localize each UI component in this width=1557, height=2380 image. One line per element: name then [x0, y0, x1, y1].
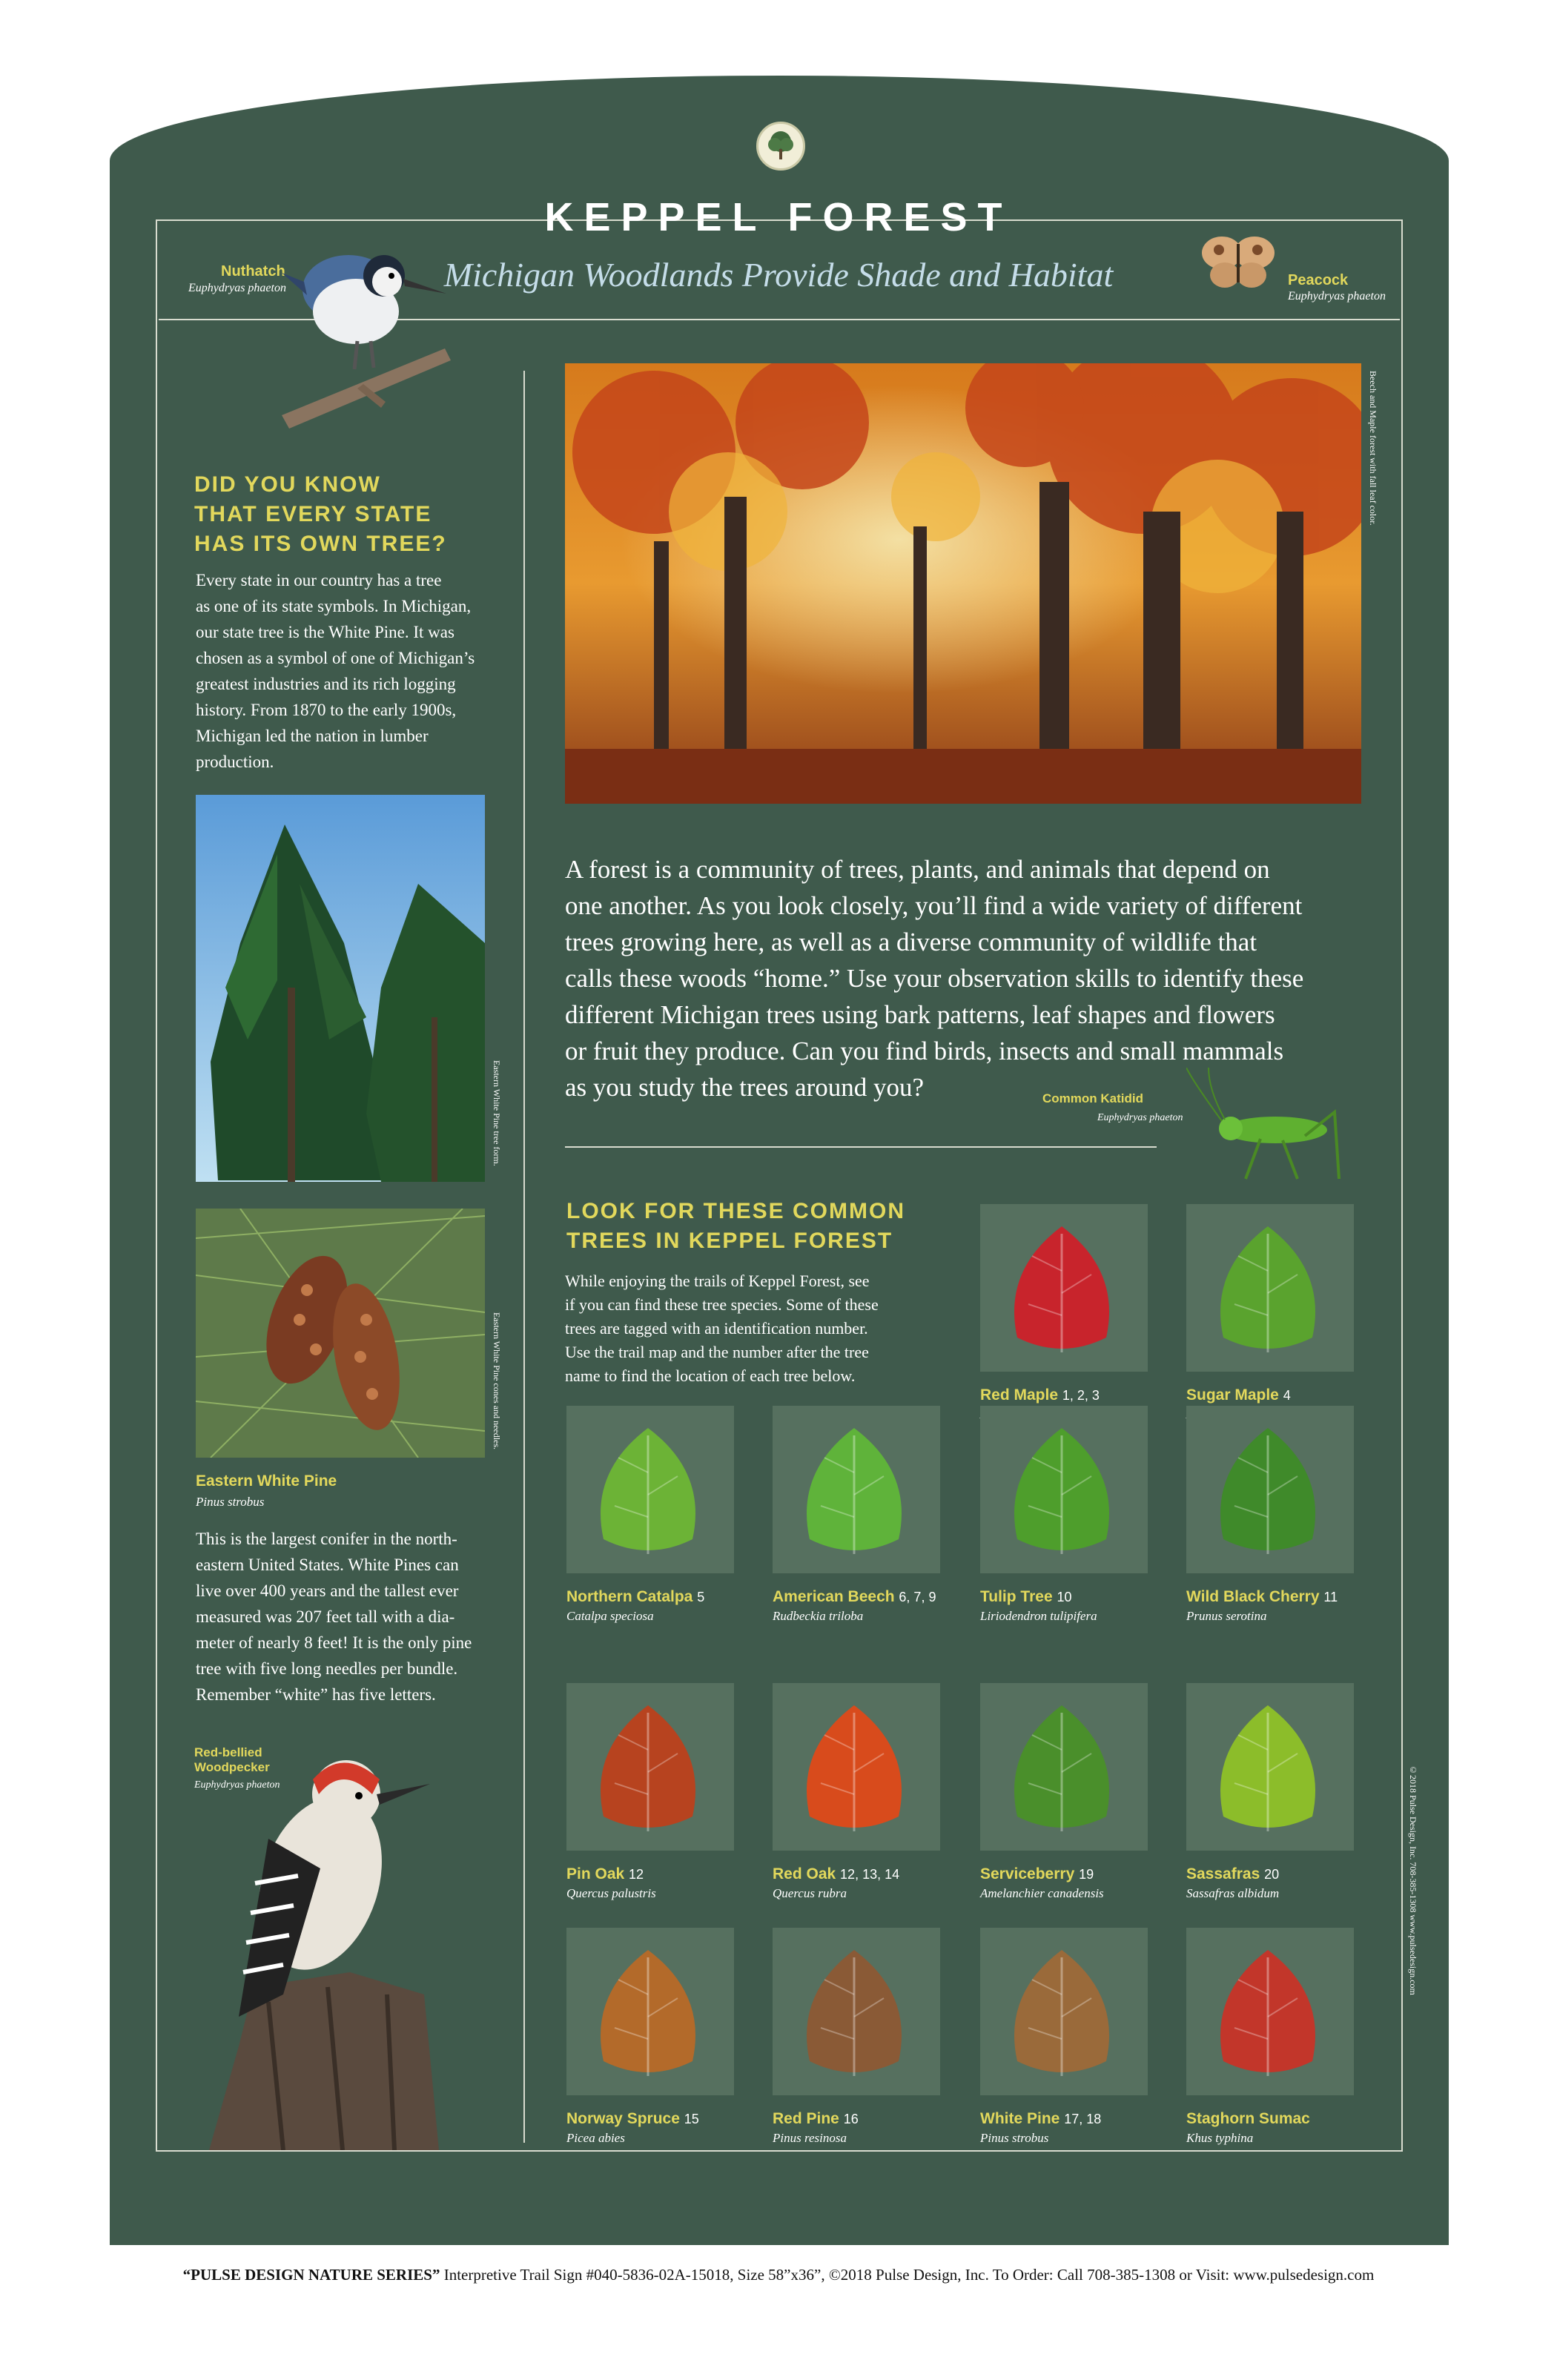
tree-number: 12, 13, 14 [840, 1867, 900, 1882]
tree-tile [980, 1406, 1148, 1573]
tree-name: Red Maple 1, 2, 3 [980, 1386, 1100, 1404]
leaf-icon [566, 1928, 734, 2095]
column-divider [523, 371, 525, 2143]
tree-tile [773, 1928, 940, 2095]
tree-sci-name: Sassafras albidum [1186, 1886, 1280, 1900]
leaf-icon [566, 1683, 734, 1851]
tree-number: 4 [1283, 1388, 1291, 1403]
tree-name: White Pine 17, 18 [980, 2110, 1102, 2127]
tree-number: 11 [1323, 1590, 1338, 1604]
tree-number: 19 [1079, 1867, 1094, 1882]
tree-name: Sugar Maple 4 [1186, 1386, 1291, 1404]
tree-tile [980, 1928, 1148, 2095]
tree-emblem-icon [756, 122, 805, 171]
footer-details: Interpretive Trail Sign #040-5836-02A-15018, Size 58”x36”, ©2018 Pulse Design, Inc. To Order: Call 708-385-1308 or Visit: www.pulsedesign.com [443, 2266, 1375, 2284]
leaf-icon [773, 1928, 940, 2095]
katydid-image [1186, 1068, 1342, 1186]
look-for-text: While enjoying the trails of Keppel Forest, see if you can find these tree species. Some of these trees are tagged with an identification number. Use the trail map and the number after the tree name to find the location of each tree below. [565, 1272, 879, 1385]
woodpecker-image [194, 1750, 506, 2150]
peacock-label: Peacock [1288, 272, 1349, 288]
footer-series: “PULSE DESIGN NATURE SERIES” [182, 2266, 440, 2284]
katydid-label: Common Katidid [1042, 1091, 1143, 1105]
white-pine-sci: Pinus strobus [196, 1495, 265, 1509]
tree-name: Serviceberry 19 [980, 1865, 1094, 1882]
white-pine-name: Eastern White Pine [196, 1472, 337, 1490]
tree-number: 1, 2, 3 [1062, 1388, 1100, 1403]
tree-tile [773, 1406, 940, 1573]
tree-tile [566, 1928, 734, 2095]
page-subtitle: Michigan Woodlands Provide Shade and Habitat [443, 256, 1114, 294]
pine-tree-caption: Eastern White Pine tree form. [492, 1060, 502, 1166]
tree-number: 6, 7, 9 [899, 1590, 936, 1604]
intro-paragraph: A forest is a community of trees, plants, and animals that depend on one another. As you look closely, you’ll find a wide variety of different trees growing here, as well as a diverse community of wildlife that calls these woods “home.” Use your observation skills to identify these different Michigan trees using bark patterns, leaf shapes and flowers or fruit they produce. Can you find birds, insects and small mammals as you study the trees around you? [565, 855, 1304, 1102]
leaf-icon [1186, 1928, 1354, 2095]
tree-sci-name: Quercus palustris [566, 1886, 656, 1900]
woodpecker-sci: Euphydryas phaeton [194, 1779, 280, 1791]
tree-name: Red Pine 16 [773, 2110, 859, 2127]
tree-tile [1186, 1928, 1354, 2095]
tree-sci-name: Khus typhina [1186, 2131, 1254, 2145]
tree-name: Northern Catalpa 5 [566, 1588, 705, 1605]
pine-cones-caption: Eastern White Pine cones and needles. [492, 1312, 502, 1450]
intro-divider [565, 1146, 1157, 1148]
tree-tile [980, 1204, 1148, 1372]
leaf-icon [1186, 1683, 1354, 1851]
did-you-know-heading: DID YOU KNOW THAT EVERY STATE HAS ITS OWN TREE? [194, 472, 447, 556]
white-pine-text: This is the largest conifer in the north- eastern United States. White Pines can live over 400 years and the tallest ever measured was 207 feet tall with a dia- meter of nearly 8 feet! It is the only pine tree with five long needles per bundle. Remember “white” has five letters. [196, 1530, 472, 1704]
peacock-sci: Euphydryas phaeton [1288, 290, 1386, 303]
tree-sci-name: Pinus resinosa [773, 2131, 847, 2145]
tree-number: 10 [1057, 1590, 1072, 1604]
leaf-icon [980, 1204, 1148, 1372]
leaf-icon [1186, 1204, 1354, 1372]
tree-tile [1186, 1406, 1354, 1573]
tree-number: 16 [843, 2112, 859, 2126]
nuthatch-sci: Euphydryas phaeton [188, 282, 286, 294]
tree-sci-name: Pinus strobus [980, 2131, 1049, 2145]
leaf-icon [980, 1683, 1148, 1851]
tree-sci-name: Catalpa speciosa [566, 1609, 654, 1623]
tree-sci-name: Liriodendron tulipifera [980, 1609, 1097, 1623]
footer [0, 2266, 1557, 2284]
leaf-icon [566, 1406, 734, 1573]
tree-name: Tulip Tree 10 [980, 1588, 1072, 1605]
tree-number: 5 [697, 1590, 705, 1604]
leaf-icon [1186, 1406, 1354, 1573]
tree-name: Norway Spruce 15 [566, 2110, 699, 2127]
tree-tile [1186, 1683, 1354, 1851]
white-pine-tree-photo [196, 795, 485, 1182]
tree-sci-name: Quercus rubra [773, 1886, 847, 1900]
tree-tile [773, 1683, 940, 1851]
tree-name: American Beech 6, 7, 9 [773, 1588, 936, 1605]
autumn-forest-photo [565, 363, 1361, 804]
tree-tile [1186, 1204, 1354, 1372]
did-you-know-text: Every state in our country has a tree as one of its state symbols. In Michigan, our state tree is the White Pine. It was chosen as a symbol of one of Michigan’s greatest industries and its rich logging history. From 1870 to the early 1900s, Michigan led the nation in lumber production. [196, 571, 475, 771]
leaf-icon [773, 1683, 940, 1851]
tree-number: 15 [684, 2112, 699, 2126]
tree-number: 12 [629, 1867, 644, 1882]
copyright-caption: ©2018 Pulse Design, Inc. 708-385-1308 www.pulsedesign.com [1408, 1765, 1418, 1995]
tree-name: Staghorn Sumac [1186, 2110, 1310, 2127]
tree-number: 17, 18 [1064, 2112, 1102, 2126]
tree-name: Red Oak 12, 13, 14 [773, 1865, 900, 1882]
tree-number: 20 [1264, 1867, 1280, 1882]
tree-name: Sassafras 20 [1186, 1865, 1280, 1882]
nuthatch-image [274, 230, 460, 430]
woodpecker-label: Red-bellied Woodpecker [194, 1745, 270, 1774]
white-pine-cones-photo [196, 1209, 485, 1458]
tree-tile [980, 1683, 1148, 1851]
leaf-icon [980, 1928, 1148, 2095]
nuthatch-label: Nuthatch [221, 263, 285, 280]
leaf-icon [980, 1406, 1148, 1573]
tree-name: Wild Black Cherry 11 [1186, 1588, 1338, 1605]
forest-caption: Beech and Maple forest with fall leaf color. [1368, 371, 1378, 526]
tree-sci-name: Rudbeckia triloba [773, 1609, 864, 1623]
katydid-sci: Euphydryas phaeton [1097, 1112, 1183, 1123]
tree-tile [566, 1683, 734, 1851]
page-title: KEPPEL FOREST [544, 195, 1013, 239]
tree-tile [566, 1406, 734, 1573]
look-for-heading: LOOK FOR THESE COMMON TREES IN KEPPEL FOREST [566, 1199, 905, 1253]
tree-sci-name: Amelanchier canadensis [980, 1886, 1104, 1900]
tree-sci-name: Picea abies [566, 2131, 625, 2145]
leaf-icon [773, 1406, 940, 1573]
peacock-butterfly-image [1201, 226, 1275, 293]
tree-name: Pin Oak 12 [566, 1865, 644, 1882]
tree-sci-name: Prunus serotina [1186, 1609, 1267, 1623]
